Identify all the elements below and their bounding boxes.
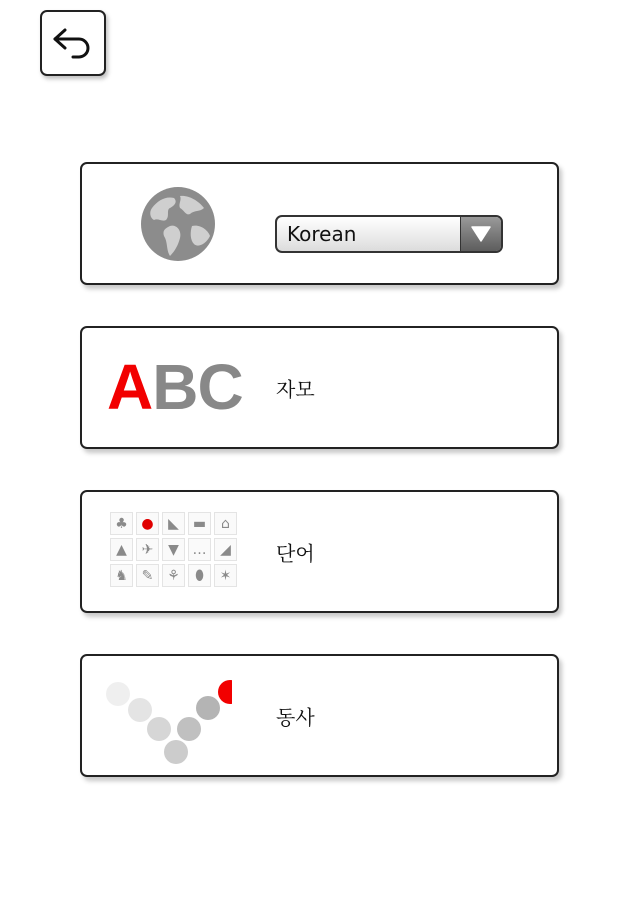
language-select-value: Korean	[287, 222, 357, 246]
globe-icon	[140, 186, 216, 262]
alphabet-card[interactable]	[80, 326, 559, 449]
turnip-icon: ♣	[110, 512, 133, 535]
dots-check-icon	[102, 674, 232, 766]
word-icons-grid	[110, 512, 237, 587]
ellipsis-icon: …	[188, 538, 211, 561]
apple-icon: ●	[136, 512, 159, 535]
starfish-icon: ✶	[214, 564, 237, 587]
language-card	[80, 162, 559, 285]
bug-icon: ⬮	[188, 564, 211, 587]
alphabet-card-label: 자모	[276, 377, 315, 401]
words-card-label: 단어	[276, 541, 315, 565]
abc-letter-a: A	[107, 351, 153, 423]
cow-icon: ▬	[188, 512, 211, 535]
plant-icon: ⚘	[162, 564, 185, 587]
abc-letter-c: C	[197, 351, 243, 423]
verbs-card-label: 동사	[276, 705, 315, 729]
cup-icon: ▼	[162, 538, 185, 561]
runner-icon: ✈	[136, 538, 159, 561]
seal-icon: ◣	[162, 512, 185, 535]
vacuum-icon: ◢	[214, 538, 237, 561]
chevron-down-icon	[460, 217, 501, 251]
words-card[interactable]	[80, 490, 559, 613]
back-arrow-icon	[51, 25, 95, 61]
language-select[interactable]	[275, 215, 503, 253]
house-icon: ⌂	[214, 512, 237, 535]
mountain-icon: ▲	[110, 538, 133, 561]
verbs-card[interactable]	[80, 654, 559, 777]
car-icon: ♞	[110, 564, 133, 587]
back-button[interactable]	[40, 10, 106, 76]
abc-letter-b: B	[152, 351, 198, 423]
pencil-icon: ✎	[136, 564, 159, 587]
abc-icon	[107, 352, 243, 422]
